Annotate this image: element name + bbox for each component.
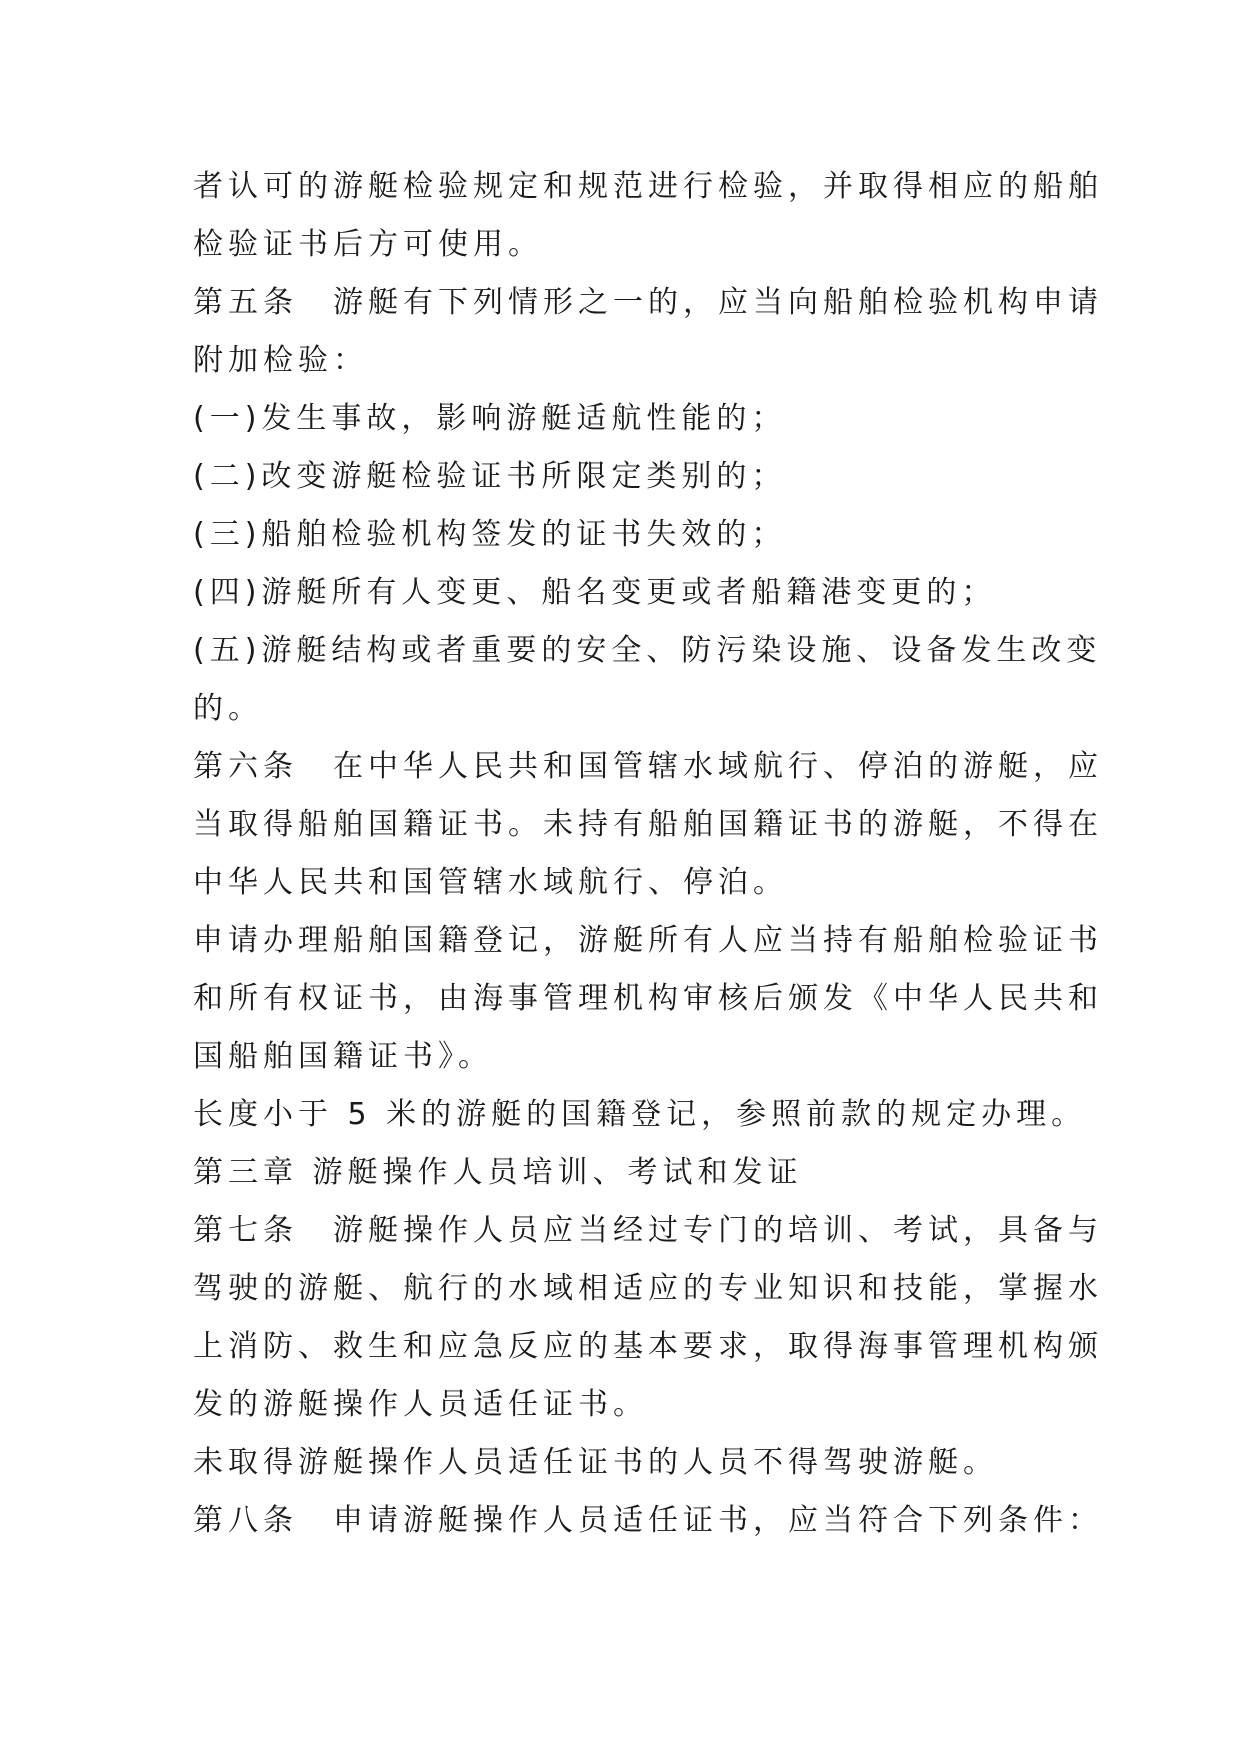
text-line: 的。 <box>193 691 263 726</box>
list-item: (三)船舶检验机构签发的证书失效的； <box>193 517 787 552</box>
text-line: 者认可的游艇检验规定和规范进行检验，并取得相应的船舶 <box>193 169 1103 204</box>
text-line: 发的游艇操作人员适任证书。 <box>193 1387 648 1422</box>
text-line: 长度小于 5 米的游艇的国籍登记，参照前款的规定办理。 <box>193 1097 1087 1132</box>
text-line: 附加检验： <box>193 343 368 378</box>
list-item: (二)改变游艇检验证书所限定类别的； <box>193 459 787 494</box>
list-item: (四)游艇所有人变更、船名变更或者船籍港变更的； <box>193 575 997 610</box>
document-body <box>193 158 1103 1550</box>
list-item: (五)游艇结构或者重要的安全、防污染设施、设备发生改变 <box>193 633 1102 668</box>
chapter-heading: 第三章 游艇操作人员培训、考试和发证 <box>193 1155 803 1190</box>
text-line: 未取得游艇操作人员适任证书的人员不得驾驶游艇。 <box>193 1445 998 1480</box>
text-line: 和所有权证书，由海事管理机构审核后颁发《中华人民共和 <box>193 981 1103 1016</box>
article-heading-line: 第五条 游艇有下列情形之一的，应当向船舶检验机构申请 <box>193 285 1103 320</box>
text-line: 当取得船舶国籍证书。未持有船舶国籍证书的游艇，不得在 <box>193 807 1103 842</box>
text-line: 检验证书后方可使用。 <box>193 227 543 262</box>
text-line: 上消防、救生和应急反应的基本要求，取得海事管理机构颁 <box>193 1329 1103 1364</box>
article-heading-line: 第七条 游艇操作人员应当经过专门的培训、考试，具备与 <box>193 1213 1103 1248</box>
text-line: 申请办理船舶国籍登记，游艇所有人应当持有船舶检验证书 <box>193 923 1103 958</box>
article-heading-line: 第六条 在中华人民共和国管辖水域航行、停泊的游艇，应 <box>193 749 1103 784</box>
article-heading-line: 第八条 申请游艇操作人员适任证书，应当符合下列条件： <box>193 1503 1103 1538</box>
text-line: 国船舶国籍证书》。 <box>193 1039 493 1074</box>
text-line: 中华人民共和国管辖水域航行、停泊。 <box>193 865 788 900</box>
text-line: 驾驶的游艇、航行的水域相适应的专业知识和技能，掌握水 <box>193 1271 1103 1306</box>
list-item: (一)发生事故，影响游艇适航性能的； <box>193 401 787 436</box>
